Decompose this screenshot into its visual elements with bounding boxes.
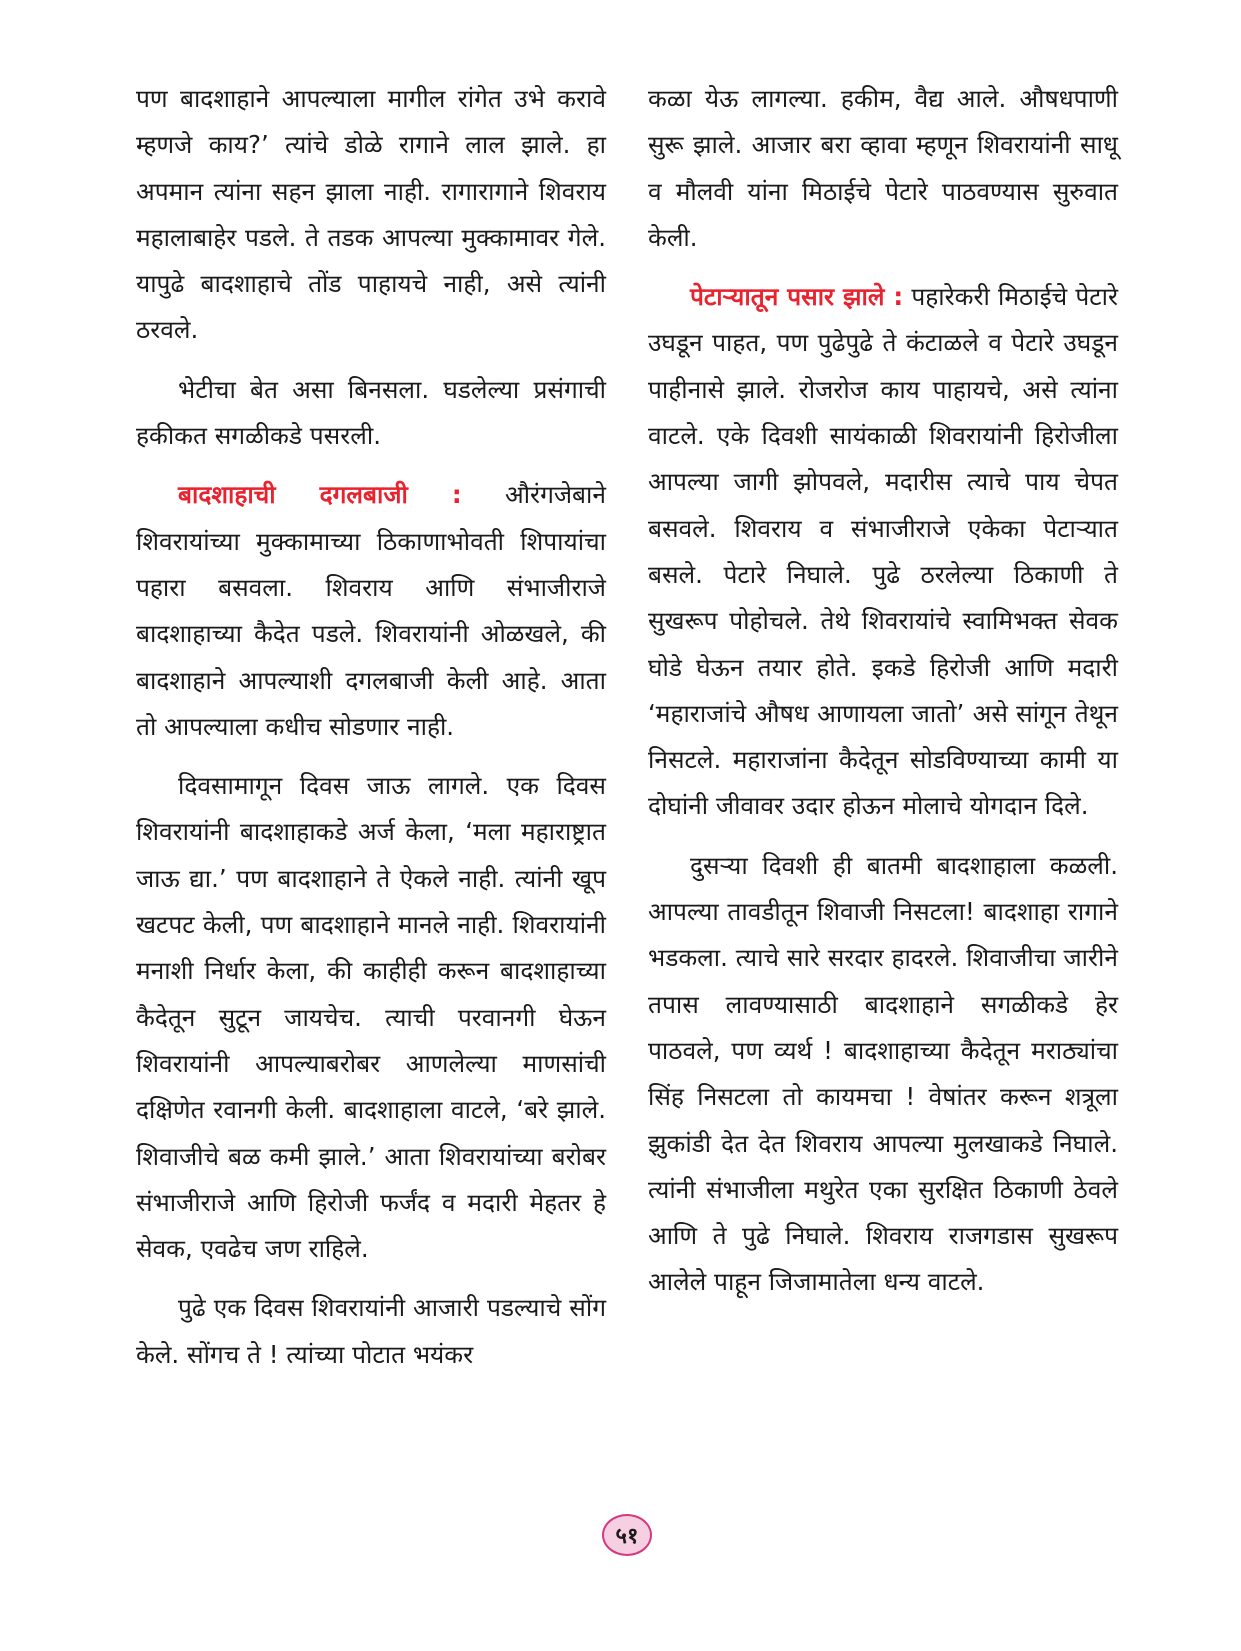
paragraph-meeting-failed: भेटीचा बेत असा बिनसला. घडलेल्या प्रसंगाची हकीकत सगळीकडे पसरली.: [136, 374, 606, 451]
paragraph-deceit-body: औरंगजेबाने शिवरायांच्या मुक्कामाच्या ठिकाणाभोवती शिपायांचा पहारा बसवला. शिवराय आणि संभाजीराजे बादशाहाच्या कैदेत पडले. शिवरायांनी ओळखले, की बादशाहाने आपल्याशी दगलबाजी केली आहे. आता तो आपल्याला कधीच सोडणार नाही.: [136, 480, 606, 741]
paragraph-news-spread: दुसऱ्या दिवशी ही बातमी बादशाहाला कळली. आपल्या तावडीतून शिवाजी निसटला! बादशाहा रागाने भडकला. त्याचे सारे सरदार हादरले. शिवाजीचा जारीने तपास लावण्यासाठी बादशाहाने सगळीकडे हेर पाठवले, पण व्यर्थ ! बादशाहाच्या कैदेतून मराठ्यांचा सिंह निसटला तो कायमचा ! वेषांतर करून शत्रूला झुकांडी देत देत शिवराय आपल्या मुलखाकडे निघाले. त्यांनी संभाजीला मथुरेत एका सुरक्षित ठिकाणी ठेवले आणि ते पुढे निघाले. शिवराय राजगडास सुखरूप आलेले पाहून जिजामातेला धन्य वाटले.: [648, 850, 1118, 1297]
paragraph-escape-body: पहारेकरी मिठाईचे पेटारे उघडून पाहत, पण पुढेपुढे ते कंटाळले व पेटारे उघडून पाहीनासे झाले. रोजरोज काय पाहायचे, असे त्यांना वाटले. एके दिवशी सायंकाळी शिवरायांनी हिरोजीला आपल्या जागी झोपवले, मदारीस त्याचे पाय चेपत बसवले. शिवराय व संभाजीराजे एकेका पेटाऱ्यात बसले. पेटारे निघाले. पुढे ठरलेल्या ठिकाणी ते सुखरूप पोहोचले. तेथे शिवरायांचे स्वामिभक्त सेवक घोडे घेऊन तयार होते. इकडे हिरोजी आणि मदारी ‘महाराजांचे औषध आणायला जातो’ असे सांगून तेथून निसटले. महाराजांना कैदेतून सोडविण्याच्या कामी या दोघांनी जीवावर उदार होऊन मोलाचे योगदान दिले.: [648, 282, 1118, 821]
paragraph-escape: [648, 274, 1118, 830]
paragraph-days-pass: दिवसामागून दिवस जाऊ लागले. एक दिवस शिवरायांनी बादशाहाकडे अर्ज केला, ‘मला महाराष्ट्रात जाऊ द्या.’ पण बादशाहाने ते ऐकले नाही. त्यांनी खूप खटपट केली, पण बादशाहाने मानले नाही. शिवरायांनी मनाशी निर्धार केला, की काहीही करून बादशाहाच्या कैदेतून सुटून जायचेच. त्याची परवानगी घेऊन शिवरायांनी आपल्याबरोबर आणलेल्या माणसांची दक्षिणेत रवानगी केली. बादशाहाला वाटले, ‘बरे झाले. शिवाजीचे बळ कमी झाले.’ आता शिवरायांच्या बरोबर संभाजीराजे आणि हिरोजी फर्जंद व मदारी मेहतर हे सेवक, एवढेच जण राहिले.: [136, 771, 606, 1264]
paragraph-continuation: पण बादशाहाने आपल्याला मागील रांगेत उभे करावे म्हणजे काय?’ त्यांचे डोळे रागाने लाल झाले. हा अपमान त्यांना सहन झाला नाही. रागारागाने शिवराय महालाबाहेर पडले. ते तडक आपल्या मुक्कामावर गेले. यापुढे बादशाहाचे तोंड पाहायचे नाही, असे त्यांनी ठरवले.: [136, 84, 606, 345]
section-heading-deceit: बादशाहाची दगलबाजी :: [178, 480, 462, 510]
section-heading-escape: पेटाऱ्यातून पसार झाले :: [690, 282, 904, 312]
left-column: [136, 76, 606, 1391]
paragraph-deceit: [136, 472, 606, 750]
right-column: [648, 76, 1118, 1319]
paragraph-feigned-illness: पुढे एक दिवस शिवरायांनी आजारी पडल्याचे सोंग केले. सोंगच ते ! त्यांच्या पोटात भयंकर: [136, 1293, 606, 1369]
paragraph-sweets-baskets: कळा येऊ लागल्या. हकीम, वैद्य आले. औषधपाणी सुरू झाले. आजार बरा व्हावा म्हणून शिवरायांनी साधू व मौलवी यांना मिठाईचे पेटारे पाठवण्यास सुरुवात केली.: [648, 84, 1118, 252]
page-number-badge: ५१: [602, 1514, 652, 1556]
